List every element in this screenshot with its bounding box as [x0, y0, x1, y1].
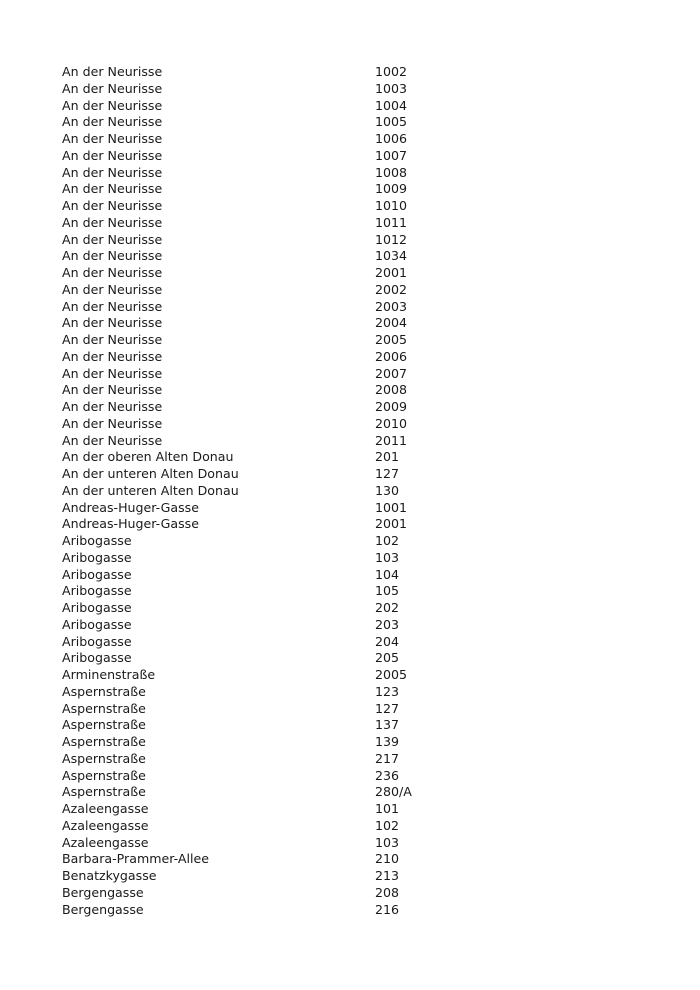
- street-name: Benatzkygasse: [62, 868, 157, 883]
- house-number: 139: [375, 734, 400, 749]
- table-row: [62, 533, 622, 550]
- table-row: [62, 818, 622, 835]
- table-row: [62, 801, 622, 818]
- street-name: Aspernstraße: [62, 784, 146, 800]
- street-name: Arminenstraße: [62, 667, 156, 682]
- street-name: Azaleengasse: [62, 834, 149, 850]
- house-number: 1005: [375, 114, 408, 130]
- table-row: [62, 751, 622, 768]
- table-row: [62, 64, 622, 81]
- table-row: [62, 550, 622, 567]
- table-row: [62, 399, 622, 416]
- street-name: An der Neurisse: [62, 164, 163, 180]
- house-number: 123: [375, 683, 400, 699]
- table-row: [62, 131, 622, 148]
- table-row: [62, 868, 622, 885]
- street-name: An der Neurisse: [62, 281, 163, 297]
- house-number: 210: [375, 851, 400, 867]
- table-row: [62, 835, 622, 852]
- table-row: [62, 650, 622, 667]
- table-row: [62, 299, 622, 316]
- table-row: [62, 81, 622, 98]
- street-name: An der Neurisse: [62, 315, 163, 331]
- street-name: An der Neurisse: [62, 198, 163, 213]
- street-name: An der Neurisse: [62, 298, 163, 314]
- house-number: 127: [375, 700, 400, 716]
- house-number: 1009: [375, 181, 408, 197]
- house-number: 103: [375, 549, 400, 565]
- street-number-list: [62, 64, 622, 918]
- table-row: [62, 466, 622, 483]
- house-number: 127: [375, 466, 400, 481]
- street-name: Aspernstraße: [62, 767, 146, 783]
- street-name: Aribogasse: [62, 600, 132, 615]
- street-name: Andreas-Huger-Gasse: [62, 499, 199, 515]
- table-row: [62, 600, 622, 617]
- house-number: 1012: [375, 231, 408, 247]
- table-row: [62, 885, 622, 902]
- street-name: Azaleengasse: [62, 801, 149, 816]
- house-number: 1001: [375, 499, 408, 515]
- table-row: [62, 282, 622, 299]
- house-number: 104: [375, 566, 400, 582]
- street-name: Aspernstraße: [62, 750, 146, 766]
- table-row: [62, 784, 622, 801]
- street-name: An der unteren Alten Donau: [62, 466, 239, 481]
- house-number: 1011: [375, 214, 408, 230]
- street-name: An der Neurisse: [62, 348, 163, 364]
- street-name: An der Neurisse: [62, 131, 163, 146]
- house-number: 2003: [375, 298, 408, 314]
- house-number: 213: [375, 868, 400, 883]
- house-number: 103: [375, 834, 400, 850]
- house-number: 236: [375, 767, 400, 783]
- table-row: [62, 416, 622, 433]
- table-row: [62, 148, 622, 165]
- table-row: [62, 634, 622, 651]
- table-row: [62, 483, 622, 500]
- house-number: 280/A: [375, 784, 412, 800]
- house-number: 1002: [375, 64, 408, 79]
- table-row: [62, 332, 622, 349]
- house-number: 1008: [375, 164, 408, 180]
- street-name: Aribogasse: [62, 566, 132, 582]
- street-name: An der Neurisse: [62, 214, 163, 230]
- table-row: [62, 449, 622, 466]
- street-name: An der oberen Alten Donau: [62, 449, 234, 465]
- house-number: 102: [375, 533, 400, 548]
- street-name: Aribogasse: [62, 650, 132, 666]
- house-number: 137: [375, 717, 400, 733]
- house-number: 2002: [375, 281, 408, 297]
- street-name: An der unteren Alten Donau: [62, 482, 239, 498]
- street-name: Barbara-Prammer-Allee: [62, 851, 209, 867]
- street-name: Aribogasse: [62, 549, 132, 565]
- house-number: 2005: [375, 332, 408, 347]
- street-name: Azaleengasse: [62, 817, 149, 833]
- street-name: An der Neurisse: [62, 147, 163, 163]
- house-number: 1003: [375, 80, 408, 96]
- table-row: [62, 500, 622, 517]
- house-number: 202: [375, 600, 400, 615]
- house-number: 1034: [375, 248, 408, 264]
- street-name: Aspernstraße: [62, 700, 146, 716]
- house-number: 2004: [375, 315, 408, 331]
- table-row: [62, 265, 622, 282]
- house-number: 203: [375, 616, 400, 632]
- street-name: An der Neurisse: [62, 64, 163, 79]
- table-row: [62, 315, 622, 332]
- house-number: 101: [375, 801, 400, 816]
- house-number: 102: [375, 817, 400, 833]
- house-number: 2009: [375, 399, 408, 414]
- table-row: [62, 382, 622, 399]
- house-number: 2011: [375, 432, 408, 448]
- table-row: [62, 583, 622, 600]
- table-row: [62, 198, 622, 215]
- table-row: [62, 617, 622, 634]
- street-name: An der Neurisse: [62, 114, 163, 130]
- house-number: 2005: [375, 667, 408, 682]
- street-name: An der Neurisse: [62, 432, 163, 448]
- house-number: 208: [375, 884, 400, 900]
- street-name: An der Neurisse: [62, 231, 163, 247]
- street-name: An der Neurisse: [62, 248, 163, 264]
- street-name: An der Neurisse: [62, 382, 163, 398]
- table-row: [62, 717, 622, 734]
- table-row: [62, 684, 622, 701]
- house-number: 1006: [375, 131, 408, 146]
- table-row: [62, 734, 622, 751]
- street-name: An der Neurisse: [62, 332, 163, 347]
- table-row: [62, 567, 622, 584]
- street-name: Aribogasse: [62, 533, 132, 548]
- table-row: [62, 433, 622, 450]
- street-name: An der Neurisse: [62, 415, 163, 431]
- street-name: Aribogasse: [62, 583, 132, 599]
- table-row: [62, 366, 622, 383]
- street-name: Aribogasse: [62, 633, 132, 649]
- house-number: 2006: [375, 348, 408, 364]
- house-number: 204: [375, 633, 400, 649]
- street-name: Bergengasse: [62, 901, 144, 917]
- house-number: 2001: [375, 265, 408, 280]
- house-number: 2007: [375, 365, 408, 381]
- street-name: An der Neurisse: [62, 399, 163, 414]
- street-name: An der Neurisse: [62, 181, 163, 197]
- house-number: 2010: [375, 415, 408, 431]
- street-name: An der Neurisse: [62, 80, 163, 96]
- table-row: [62, 701, 622, 718]
- table-row: [62, 851, 622, 868]
- house-number: 216: [375, 901, 400, 917]
- street-name: Aspernstraße: [62, 734, 146, 749]
- street-name: Andreas-Huger-Gasse: [62, 516, 199, 532]
- house-number: 1004: [375, 97, 408, 113]
- table-row: [62, 349, 622, 366]
- table-row: [62, 114, 622, 131]
- street-name: Aspernstraße: [62, 717, 146, 733]
- table-row: [62, 215, 622, 232]
- table-row: [62, 181, 622, 198]
- house-number: 1010: [375, 198, 408, 213]
- street-name: Aspernstraße: [62, 683, 146, 699]
- house-number: 201: [375, 449, 400, 465]
- house-number: 205: [375, 650, 400, 666]
- table-row: [62, 248, 622, 265]
- street-name: An der Neurisse: [62, 365, 163, 381]
- table-row: [62, 516, 622, 533]
- house-number: 217: [375, 750, 400, 766]
- table-row: [62, 98, 622, 115]
- house-number: 105: [375, 583, 400, 599]
- street-name: Bergengasse: [62, 884, 144, 900]
- table-row: [62, 768, 622, 785]
- house-number: 2001: [375, 516, 408, 532]
- table-row: [62, 165, 622, 182]
- house-number: 1007: [375, 147, 408, 163]
- street-name: Aribogasse: [62, 616, 132, 632]
- house-number: 130: [375, 482, 400, 498]
- table-row: [62, 232, 622, 249]
- street-name: An der Neurisse: [62, 97, 163, 113]
- house-number: 2008: [375, 382, 408, 398]
- table-row: [62, 902, 622, 919]
- table-row: [62, 667, 622, 684]
- street-name: An der Neurisse: [62, 265, 163, 280]
